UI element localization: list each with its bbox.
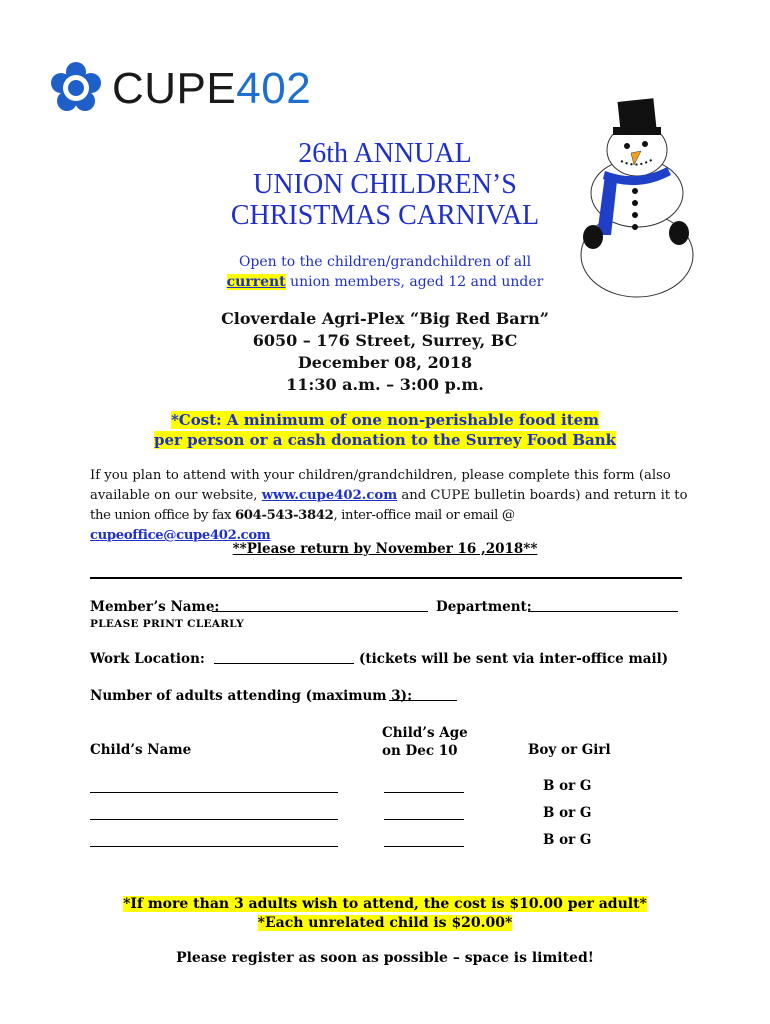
work-location-label: Work Location: (90, 651, 205, 667)
event-details (80, 308, 690, 396)
event-date: December 08, 2018 (297, 353, 473, 372)
member-name-label: Member’s Name: (90, 599, 220, 615)
child-name-field-3[interactable] (90, 835, 338, 847)
work-location-field[interactable] (214, 652, 354, 664)
tickets-note: (tickets will be sent via inter-office mail) (359, 651, 669, 667)
return-deadline: **Please return by November 16 ,2018** (232, 541, 538, 557)
register-note: Please register as soon as possible – space is limited! (176, 950, 594, 966)
divider (90, 577, 682, 579)
current-emphasis: current (226, 274, 286, 290)
website-link[interactable]: www.cupe402.com (261, 488, 398, 503)
adults-label: Number of adults attending (maximum 3): (90, 688, 413, 704)
department-label: Department: (436, 599, 532, 615)
gender-option-2[interactable]: B or G (543, 805, 592, 821)
eligibility-note: Open to the children/grandchildren of all current union members, aged 12 and under (226, 254, 544, 290)
venue: Cloverdale Agri-Plex “Big Red Barn” (221, 309, 549, 328)
member-name-field[interactable] (212, 600, 428, 612)
cost-note: *Cost: A minimum of one non-perishable food item per person or a cash donation to the Surrey Food Bank (153, 411, 617, 449)
event-time: 11:30 a.m. – 3:00 p.m. (286, 375, 484, 394)
gender-option-3[interactable]: B or G (543, 832, 592, 848)
child-age-field-2[interactable] (384, 808, 464, 820)
email-link[interactable]: cupeoffice@cupe402.com (90, 528, 271, 543)
child-name-field-2[interactable] (90, 808, 338, 820)
gender-option-1[interactable]: B or G (543, 778, 592, 794)
instructions: If you plan to attend with your children/grandchildren, please complete this form (also available on our website, www.cupe402.com and CUPE bulletin boards) and return it to the union office by fax 604-543-3842, inter-office mail or email @ cupeoffice@cupe402.com (90, 468, 688, 543)
logo-wordmark: CUPE402 (112, 64, 312, 113)
child-age-field-3[interactable] (384, 835, 464, 847)
fax-number: 604-543-3842 (234, 508, 334, 523)
child-name-field-1[interactable] (90, 781, 338, 793)
gender-header: Boy or Girl (528, 742, 611, 758)
address: 6050 – 176 Street, Surrey, BC (252, 331, 518, 350)
department-field[interactable] (528, 600, 678, 612)
page-title: 26th ANNUAL UNION CHILDREN’S CHRISTMAS CARNIVAL (230, 138, 540, 231)
child-age-field-1[interactable] (384, 781, 464, 793)
adults-field[interactable] (389, 689, 457, 701)
additional-cost-note: *If more than 3 adults wish to attend, the cost is $10.00 per adult* *Each unrelated child is $20.00* (123, 896, 647, 931)
child-name-header: Child’s Name (90, 742, 192, 758)
print-clearly-note: PLEASE PRINT CLEARLY (90, 618, 245, 630)
child-age-header: Child’s Age on Dec 10 (382, 725, 468, 759)
